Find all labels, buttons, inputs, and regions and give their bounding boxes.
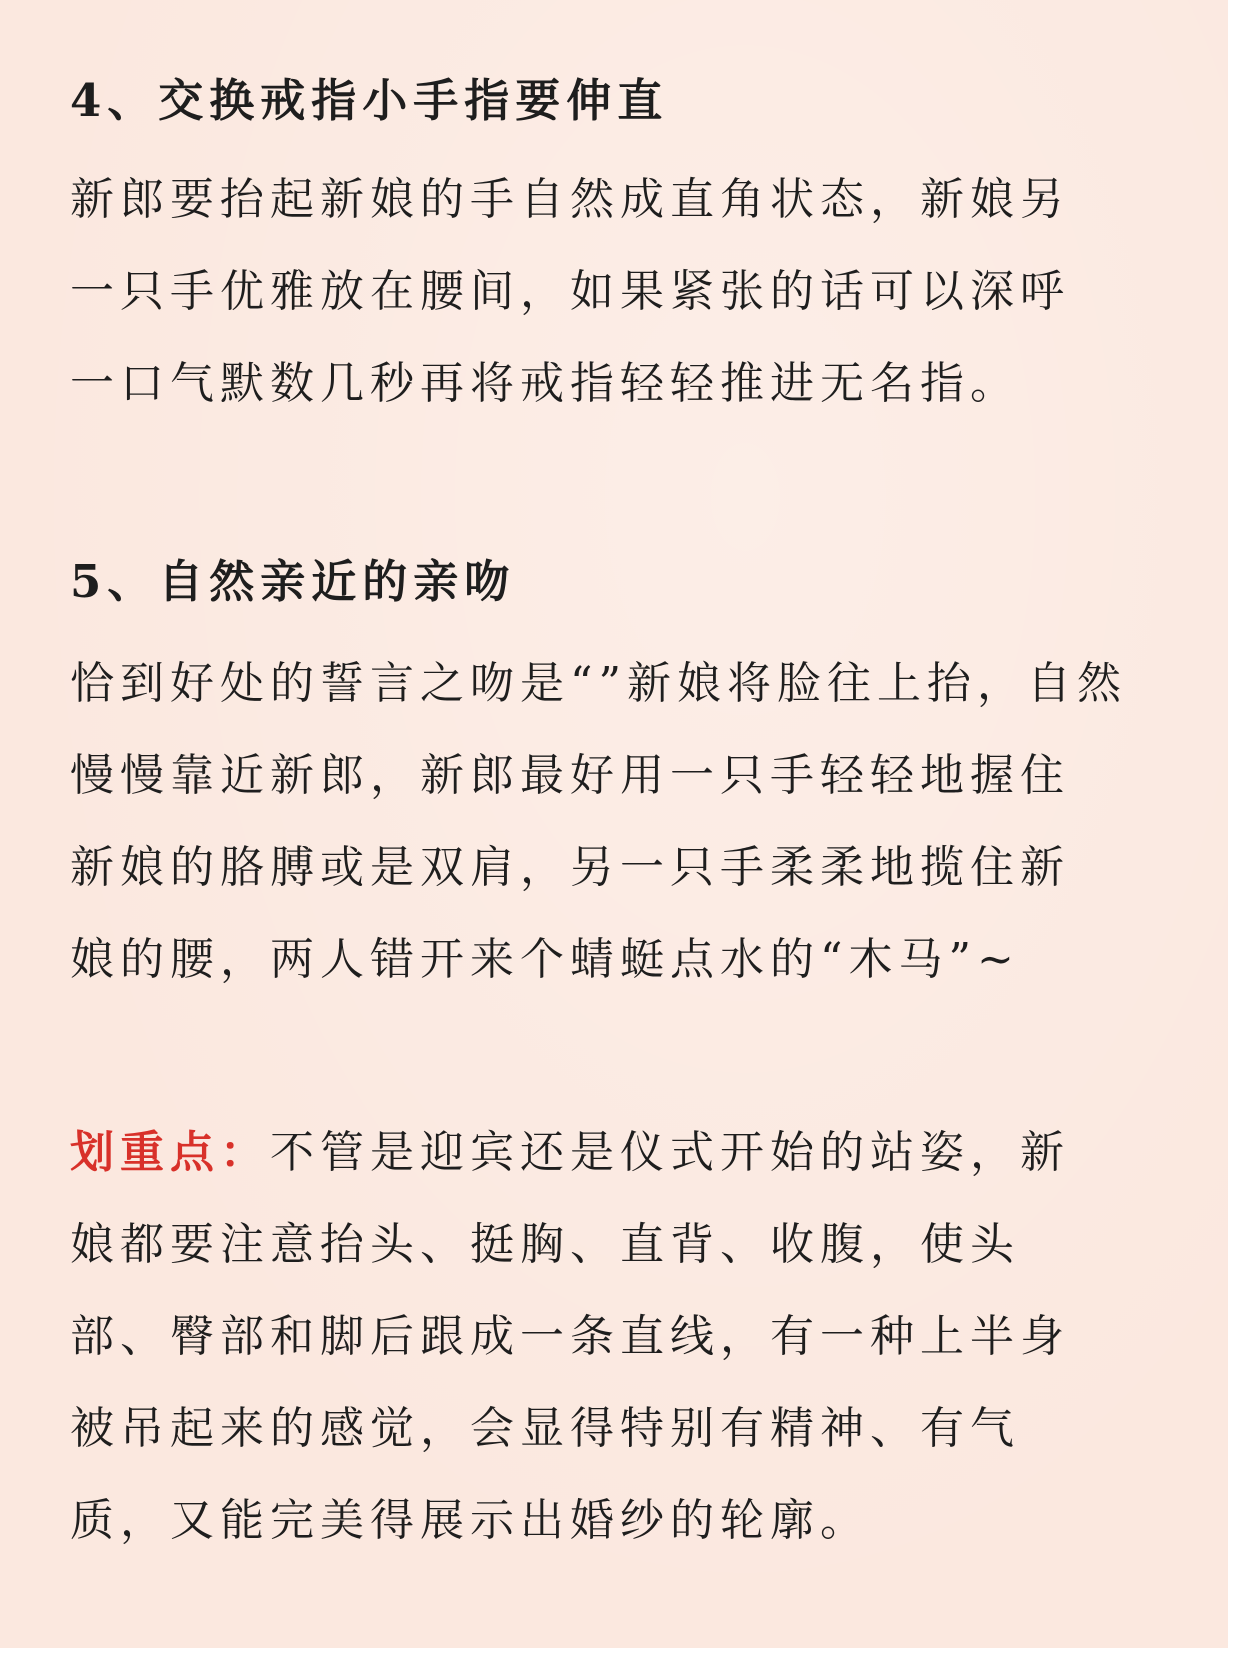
section-4-line-2: 一只手优雅放在腰间，如果紧张的话可以深呼: [70, 266, 1070, 317]
section-4-line-1: 新郎要抬起新娘的手自然成直角状态，新娘另: [70, 174, 1070, 225]
section-4-line-3: 一口气默数几秒再将戒指轻轻推进无名指。: [70, 358, 1020, 409]
section-4-title-text: 4、交换戒指小手指要伸直: [70, 74, 669, 127]
key-point-label: 划重点：: [70, 1127, 270, 1178]
bottom-edge: [0, 1648, 1242, 1656]
section-4-body: [70, 154, 1190, 430]
section-5-line-1: 恰到好处的誓言之吻是“”新娘将脸往上抬，自然: [70, 658, 1127, 709]
section-5-line-4: 娘的腰，两人错开来个蜻蜓点水的“木马”~: [70, 934, 1020, 985]
key-point-first-line: [70, 1107, 1190, 1199]
right-edge: [1228, 0, 1242, 1656]
section-5-title: [70, 536, 1190, 628]
key-point-line-3: 部、臀部和脚后跟成一条直线，有一种上半身: [70, 1311, 1070, 1362]
key-point-line-5: 质，又能完美得展示出婚纱的轮廓。: [70, 1495, 870, 1546]
key-point-body: [70, 1107, 1190, 1567]
section-5-line-3: 新娘的胳膊或是双肩，另一只手柔柔地揽住新: [70, 842, 1070, 893]
key-point-line-2: 娘都要注意抬头、挺胸、直背、收腹，使头: [70, 1219, 1020, 1270]
section-5-body: [70, 638, 1190, 1006]
key-point-line-1: 不管是迎宾还是仪式开始的站姿，新: [270, 1127, 1070, 1178]
section-4-title: [70, 55, 1190, 147]
section-5-line-2: 慢慢靠近新郎，新郎最好用一只手轻轻地握住: [70, 750, 1070, 801]
key-point-line-4: 被吊起来的感觉，会显得特别有精神、有气: [70, 1403, 1020, 1454]
section-5-title-text: 5、自然亲近的亲吻: [70, 555, 516, 608]
